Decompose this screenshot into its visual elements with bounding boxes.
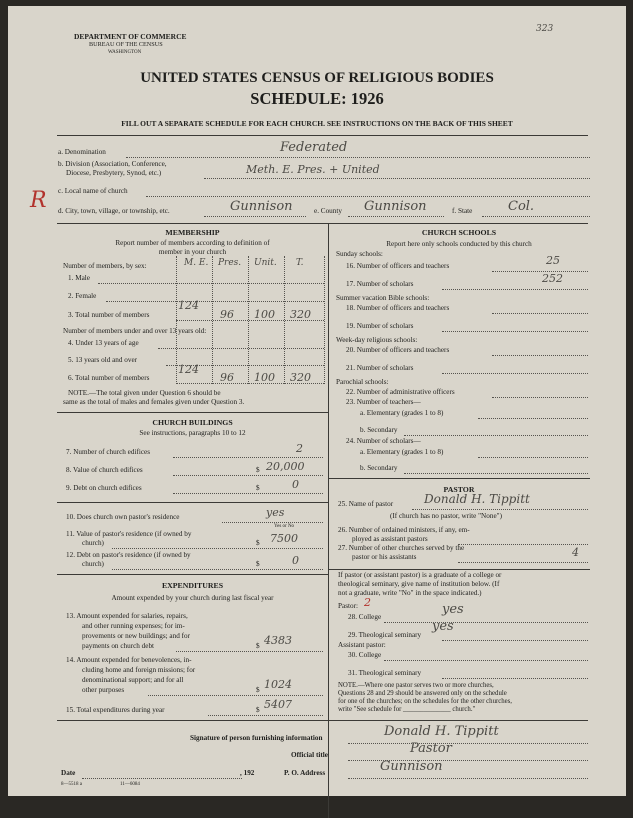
buildings-heading: CHURCH BUILDINGS [152,418,233,427]
weekday-schools-label: Week-day religious schools: [336,336,418,344]
total6-pres-value[interactable]: 96 [220,371,234,384]
q16-label: 16. Number of officers and teachers [346,262,450,270]
form-instruction: FILL OUT A SEPARATE SCHEDULE FOR EACH CHURCH. SEE INSTRUCTIONS ON THE BACK OF THIS SHEET [121,119,513,128]
q26-label-2: ployed as assistant pastors [352,535,428,543]
exp13-line-1: 13. Amount expended for salaries, repairs, [66,612,188,620]
pastor-note-3: for one of the churches; on the schedules for the other churches, [338,698,513,705]
pastor-heading: PASTOR [443,485,475,494]
pastor-name-value[interactable]: Donald H. Tippitt [424,492,530,506]
exp15-amount[interactable]: 5407 [264,698,292,711]
q18-label: 18. Number of officers and teachers [346,304,450,312]
male-label: 1. Male [68,274,90,282]
dollar-sign-14: $ [256,686,260,694]
dollar-sign-12: $ [256,560,260,568]
membership-heading: MEMBERSHIP [165,228,220,237]
form-code-2: 11—6084 [120,782,140,787]
yes-no-hint: Yes or No [274,524,295,529]
city-label: WASHINGTON [108,50,142,55]
dollar-sign-11: $ [256,539,260,547]
graduate-note-3: not a graduate, write "No" in the space indicated.) [338,589,482,597]
q17-value[interactable]: 252 [542,272,563,285]
edifices-value[interactable]: 2 [296,442,303,455]
division-label-1: b. Division (Association, Conference, [58,160,167,168]
graduate-note-1: If pastor (or assistant pastor) is a graduate of a college or [338,571,502,579]
members-by-sex-label: Number of members, by sex: [63,262,147,270]
membership-note-2: same as the total of males and females given under Question 3. [63,398,245,406]
total-members-label: 3. Total number of members [68,311,150,319]
schools-sub: Report here only schools conducted by this church [386,240,532,248]
exp13-line-4: payments on church debt [82,642,155,650]
residence-value-label-2: church) [82,539,104,547]
q20-label: 20. Number of officers and teachers [346,346,450,354]
signature-label: Signature of person furnishing information [190,734,323,742]
dollar-sign-9: $ [256,484,260,492]
date-label: Date [61,769,76,777]
owns-residence-label: 10. Does church own pastor's residence [66,513,180,521]
exp14-line-4: other purposes [82,686,125,694]
q16-value[interactable]: 25 [546,254,560,267]
denomination-value[interactable]: Federated [280,140,348,155]
q19-label: 19. Number of scholars [346,322,414,330]
total-me-value[interactable]: 124 [178,299,199,312]
q24-label: 24. Number of scholars— [346,437,421,445]
over-13-label: 5. 13 years old and over [68,356,138,364]
form-code: 8—5518 a [61,782,82,787]
residence-debt-label-2: church) [82,560,104,568]
owns-residence-value[interactable]: yes [266,506,285,519]
county-label: e. County [314,207,342,215]
edifices-label: 7. Number of church edifices [66,448,151,456]
expenditures-heading: EXPENDITURES [161,581,224,590]
form-title: UNITED STATES CENSUS OF RELIGIOUS BODIES [140,70,494,86]
denomination-label: a. Denomination [58,148,106,156]
edifice-debt-amount[interactable]: 0 [292,478,299,491]
residence-value-amount[interactable]: 7500 [270,532,298,545]
total6-unit-value[interactable]: 100 [254,371,275,384]
bureau-label: BUREAU OF THE CENSUS [89,41,163,48]
pastor-note-2: Questions 28 and 29 should be answered only on the schedule [338,690,507,697]
female-label: 2. Female [68,292,97,300]
pastor-note-4: write "See schedule for ______________ church." [338,706,476,713]
q26-label-1: 26. Number of ordained ministers, if any, em- [338,526,470,534]
membership-intro-1: Report number of members according to definition of [115,239,270,247]
exp15-label: 15. Total expenditures during year [66,706,165,714]
exp14-line-3: denominational support; and for all [82,676,184,684]
total-members-6-label: 6. Total number of members [68,374,150,382]
q17-label: 17. Number of scholars [346,280,414,288]
col-pres-label: Pres. [218,258,242,268]
exp13-amount[interactable]: 4383 [264,634,292,647]
pastor-name-label: 25. Name of pastor [338,500,394,508]
state-label: f. State [452,207,473,215]
state-value[interactable]: Col. [508,199,535,214]
pastor-red-mark: 2 [364,596,371,609]
city-town-value[interactable]: Gunnison [230,199,293,214]
exp14-amount[interactable]: 1024 [264,678,292,691]
local-name-label: c. Local name of church [58,187,128,195]
total6-me-value[interactable]: 124 [178,363,199,376]
division-value[interactable]: Meth. E. Pres. + United [246,163,380,176]
dollar-sign-15: $ [256,706,260,714]
residence-debt-label-1: 12. Debt on pastor's residence (if owned by [66,551,191,559]
q24a-label: a. Elementary (grades 1 to 8) [360,448,444,456]
total-t-value[interactable]: 320 [290,308,311,321]
exp14-line-2: cluding home and foreign missions; for [82,666,196,674]
pastor-sub-label: Pastor: [338,602,358,610]
assistant-pastor-label: Assistant pastor: [338,641,386,649]
schools-heading: CHURCH SCHOOLS [421,228,497,237]
q27-label-1: 27. Number of other churches served by the [338,544,465,552]
form-subtitle: SCHEDULE: 1926 [250,89,384,108]
page-number-mark: 323 [536,24,554,34]
pastor-none-hint: (If church has no pastor, write "None") [390,512,502,520]
q24b-label: b. Secondary [360,464,398,472]
city-town-label: d. City, town, village, or township, etc. [58,207,170,215]
under-13-label: 4. Under 13 years of age [68,339,139,347]
exp14-line-1: 14. Amount expended for benevolences, in- [66,656,192,664]
red-margin-mark: R [30,188,47,213]
edifice-value-amount[interactable]: 20,000 [266,460,305,473]
parochial-schools-label: Parochial schools: [336,378,389,386]
college-label: 28. College [348,613,382,621]
college-value[interactable]: yes [442,602,464,617]
official-title-value[interactable]: Pastor [410,741,452,756]
dollar-sign-8: $ [256,466,260,474]
q23a-label: a. Elementary (grades 1 to 8) [360,409,444,417]
q23b-label: b. Secondary [360,426,398,434]
seminary-value[interactable]: yes [432,619,454,634]
date-year-suffix: , 192 [240,769,255,777]
exp13-line-3: provements or new buildings; and for [82,632,190,640]
q23-label: 23. Number of teachers— [346,398,421,406]
edifice-debt-label: 9. Debt on church edifices [66,484,142,492]
total-unit-value[interactable]: 100 [254,308,275,321]
q27-value[interactable]: 4 [572,546,579,559]
signature-value[interactable]: Donald H. Tippitt [384,724,499,739]
col-total-label: T. [296,258,304,268]
department-label: DEPARTMENT OF COMMERCE [74,32,187,41]
asst-college-label: 30. College [348,651,382,659]
expenditures-sub: Amount expended by your church during last fiscal year [111,594,274,602]
edifice-value-label: 8. Value of church edifices [66,466,143,474]
q22-label: 22. Number of administrative officers [346,388,455,396]
col-unit-label: Unit. [254,258,277,268]
county-value[interactable]: Gunnison [364,199,427,214]
residence-value-label-1: 11. Value of pastor's residence (if owned by [66,530,192,538]
graduate-note-2: theological seminary, give name of institution below. (If [338,580,500,588]
asst-seminary-label: 31. Theological seminary [348,669,422,677]
po-address-value[interactable]: Gunnison [380,759,443,774]
total6-t-value[interactable]: 320 [290,371,311,384]
residence-debt-amount[interactable]: 0 [292,554,299,567]
po-address-label: P. O. Address [284,769,326,777]
buildings-instructions: See instructions, paragraphs 10 to 12 [139,429,246,437]
pastor-note-1: NOTE.—Where one pastor serves two or more churches, [338,682,494,689]
age-breakdown-label: Number of members under and over 13 years old: [63,327,207,335]
membership-note-1: NOTE.—The total given under Question 6 should be [68,389,221,397]
division-label-2: Diocese, Presbytery, Synod, etc.) [66,169,162,177]
total-pres-value[interactable]: 96 [220,308,234,321]
census-schedule-form [8,6,626,796]
official-title-label: Official title [291,751,328,759]
col-me-label: M. E. [184,258,209,268]
vacation-schools-label: Summer vacation Bible schools: [336,294,430,302]
exp13-line-2: and other running expenses; for im- [82,622,185,630]
membership-intro-2: member in your church [158,248,227,256]
q27-label-2: pastor or his assistants [352,553,417,561]
dollar-sign-13: $ [256,642,260,650]
q21-label: 21. Number of scholars [346,364,414,372]
seminary-label: 29. Theological seminary [348,631,422,639]
sunday-schools-label: Sunday schools: [336,250,383,258]
